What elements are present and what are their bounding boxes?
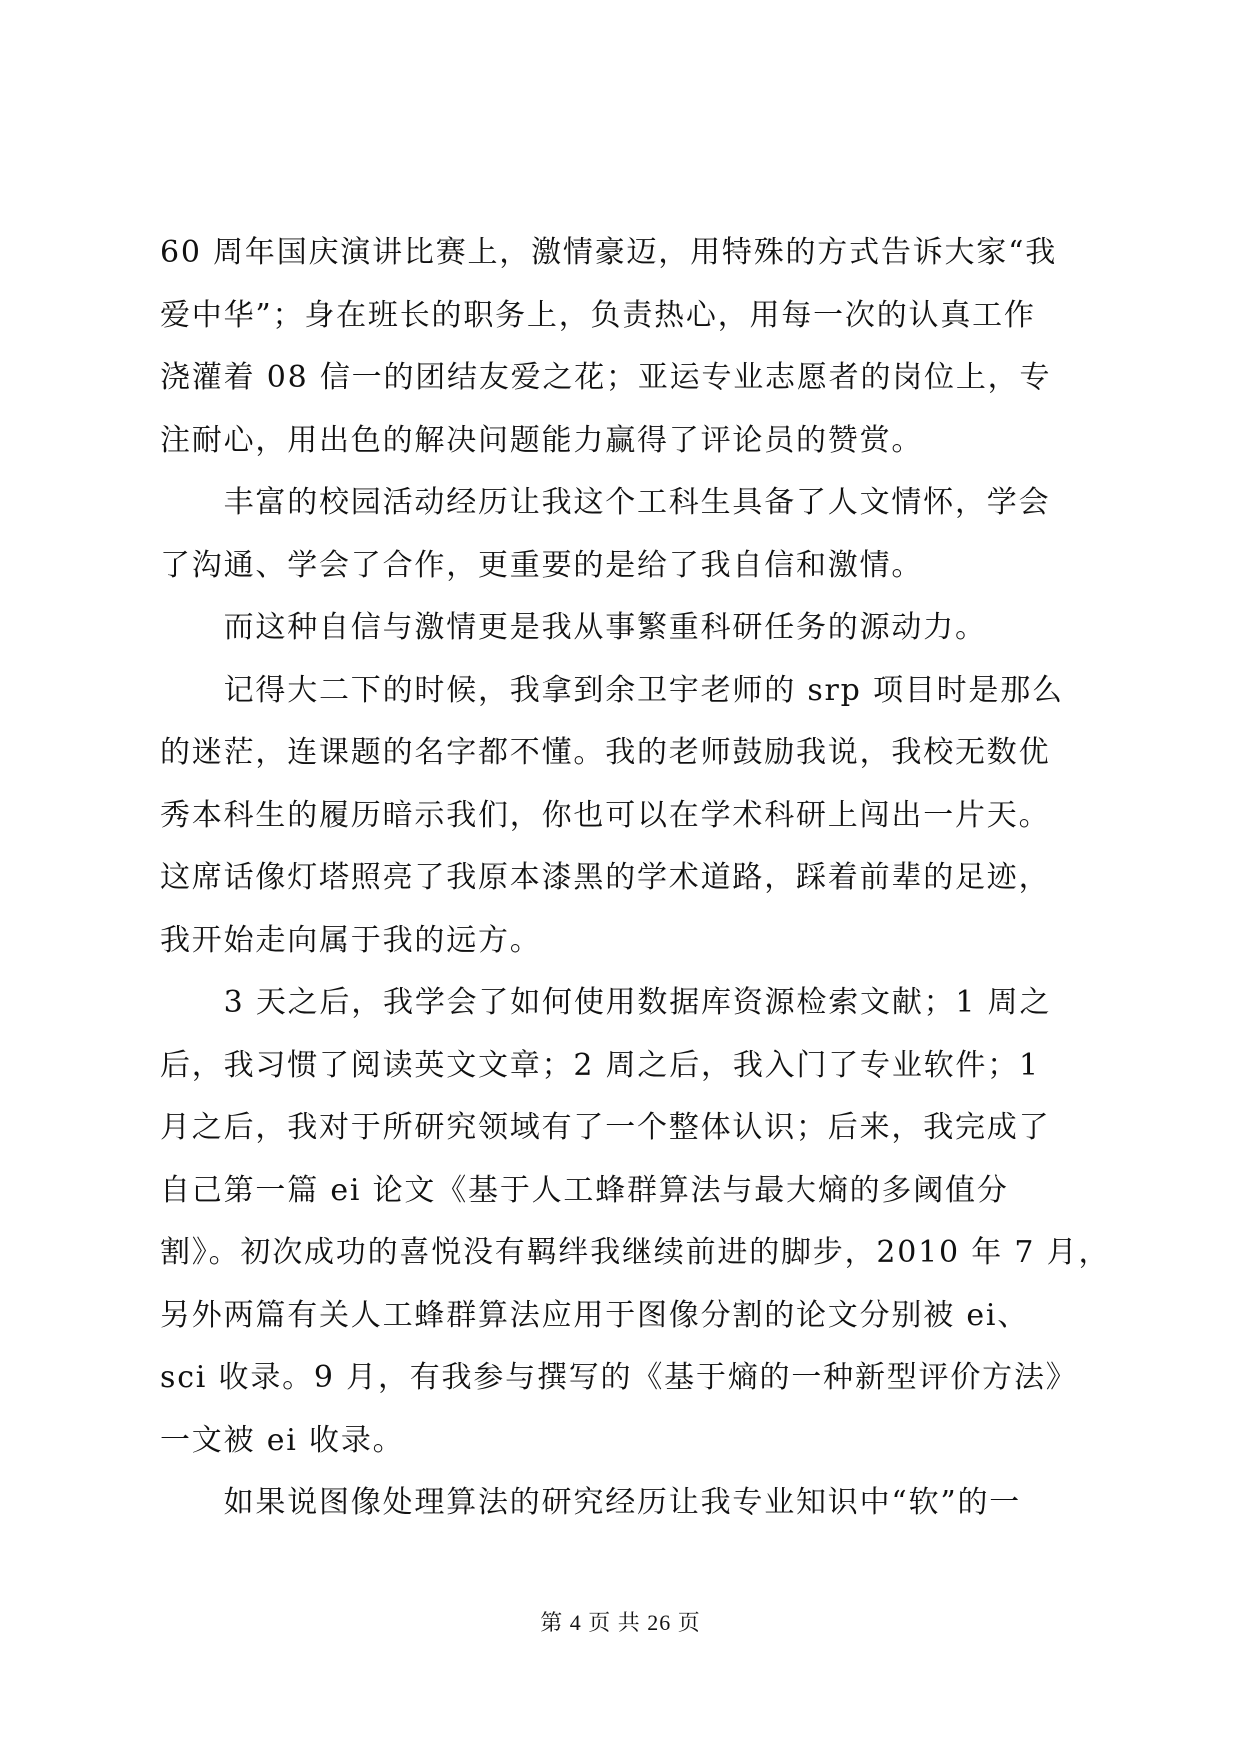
text-line: 一文被 ei 收录。 xyxy=(160,1422,405,1458)
text-line: 了沟通、学会了合作，更重要的是给了我自信和激情。 xyxy=(160,547,924,583)
text-line: 丰富的校园活动经历让我这个工科生具备了人文情怀，学会 xyxy=(160,485,1051,520)
text-line: 而这种自信与激情更是我从事繁重科研任务的源动力。 xyxy=(160,610,987,645)
text-line: 月之后，我对于所研究领域有了一个整体认识；后来，我完成了 xyxy=(160,1110,1051,1145)
text-line: 秀本科生的履历暗示我们，你也可以在学术科研上闯出一片天。 xyxy=(160,797,1051,833)
text-line: 自己第一篇 ei 论文《基于人工蜂群算法与最大熵的多阈值分 xyxy=(160,1172,1009,1208)
text-line: 如果说图像处理算法的研究经历让我专业知识中“软”的一 xyxy=(160,1485,1022,1520)
text-line: 另外两篇有关人工蜂群算法应用于图像分割的论文分别被 ei、 xyxy=(160,1297,1030,1333)
body-text xyxy=(160,222,1111,1535)
text-line: 后，我习惯了阅读英文文章；2 周之后，我入门了专业软件；1 xyxy=(160,1047,1040,1083)
text-line: 60 周年国庆演讲比赛上，激情豪迈，用特殊的方式告诉大家“我 xyxy=(160,235,1058,270)
page-number-footer: 第 4 页 共 26 页 xyxy=(540,1610,701,1635)
text-line: 这席话像灯塔照亮了我原本漆黑的学术道路，踩着前辈的足迹， xyxy=(160,860,1051,895)
text-line: 记得大二下的时候，我拿到余卫宇老师的 srp 项目时是那么 xyxy=(160,672,1064,708)
text-line: 的迷茫，连课题的名字都不懂。我的老师鼓励我说，我校无数优 xyxy=(160,735,1051,770)
text-line: 注耐心，用出色的解决问题能力赢得了评论员的赞赏。 xyxy=(160,422,924,458)
text-line: 爱中华”；身在班长的职务上，负责热心，用每一次的认真工作 xyxy=(160,297,1036,333)
text-line: 割》。初次成功的喜悦没有羁绊我继续前进的脚步，2010 年 7 月， xyxy=(160,1235,1111,1270)
text-line: 浇灌着 08 信一的团结友爱之花；亚运专业志愿者的岗位上，专 xyxy=(160,360,1052,395)
text-line: 3 天之后，我学会了如何使用数据库资源检索文献；1 周之 xyxy=(160,985,1052,1020)
text-line: 我开始走向属于我的远方。 xyxy=(160,922,542,958)
text-line: sci 收录。9 月，有我参与撰写的《基于熵的一种新型评价方法》 xyxy=(160,1360,1078,1395)
